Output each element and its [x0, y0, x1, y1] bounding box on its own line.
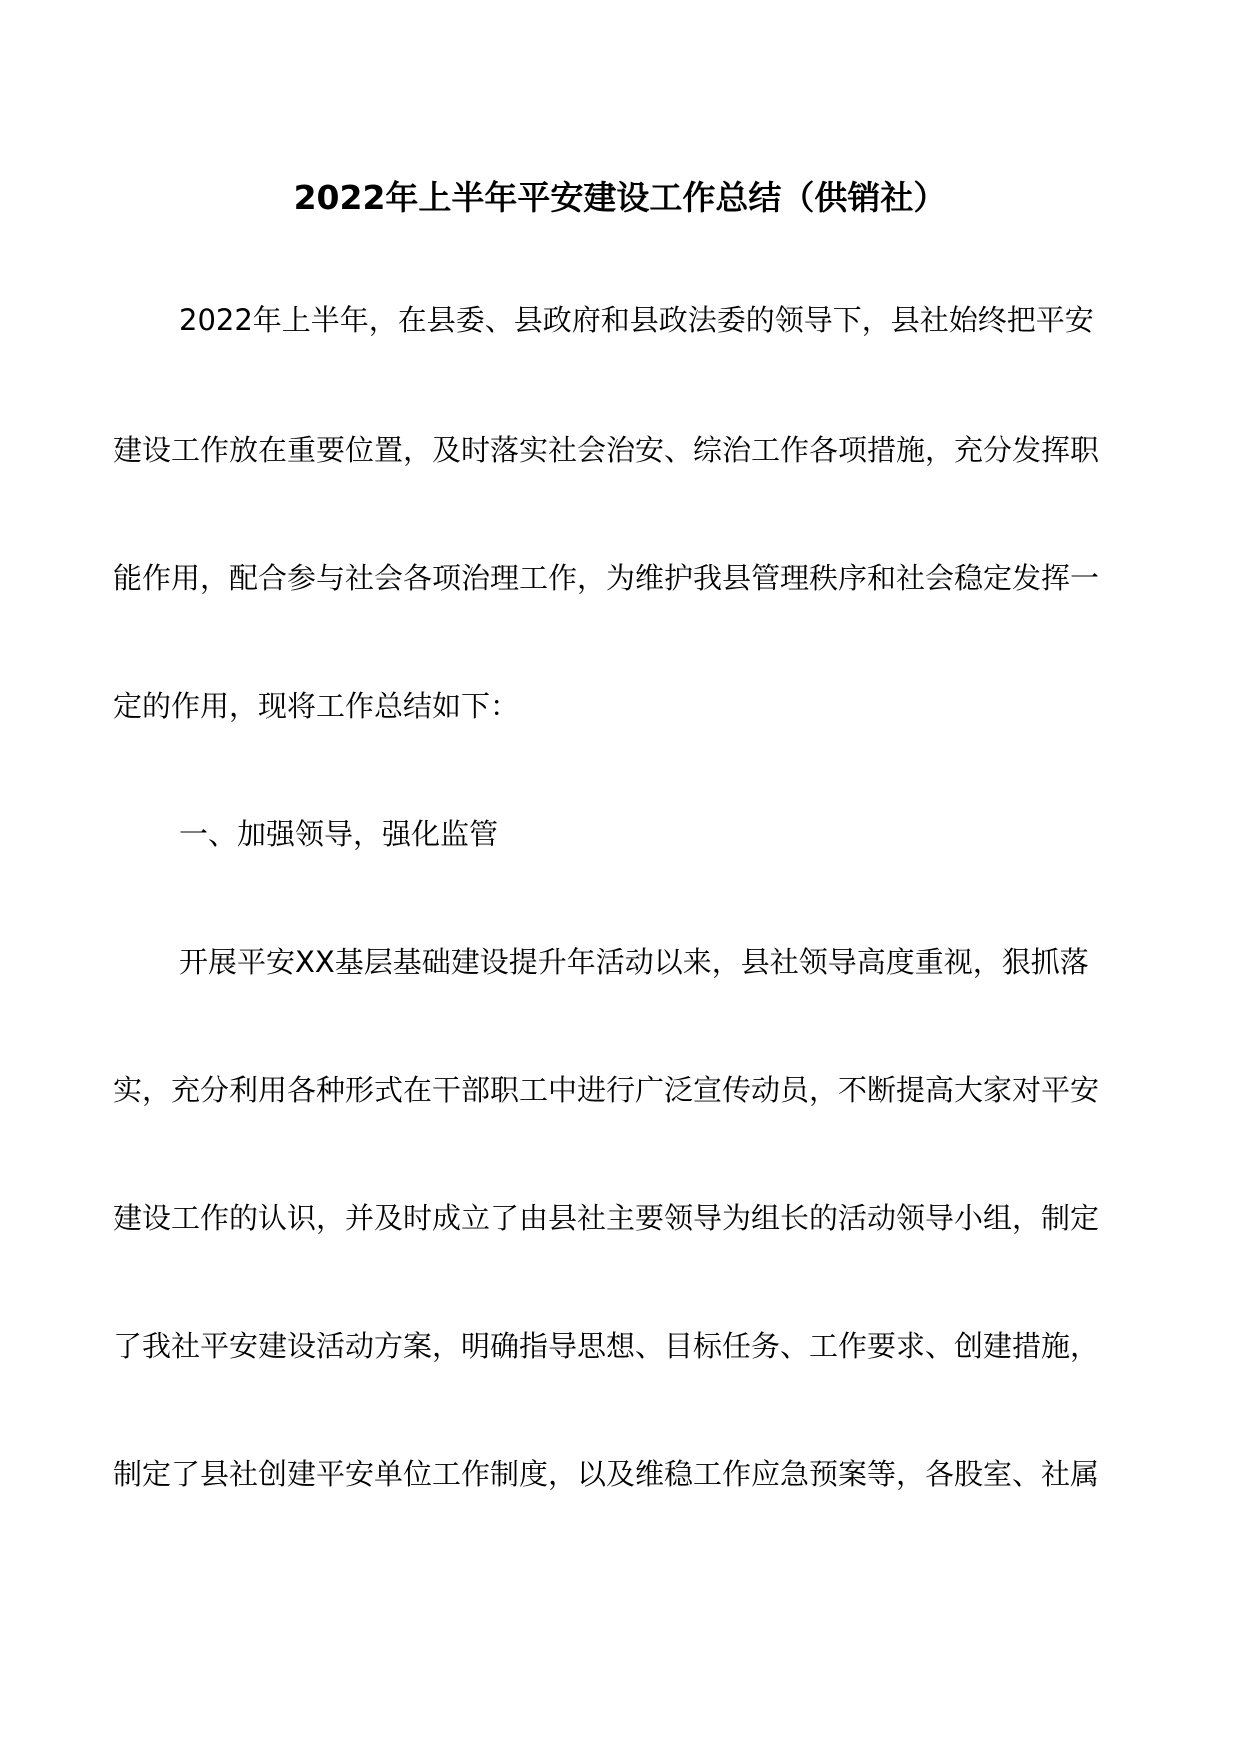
paragraph-line: 建设工作的认识，并及时成立了由县社主要领导为组长的活动领导小组，制定 [113, 1201, 1100, 1235]
paragraph-line: 制定了县社创建平安单位工作制度，以及维稳工作应急预案等，各股室、社属 [113, 1457, 1100, 1491]
paragraph-line: 开展平安XX基层基础建设提升年活动以来，县社领导高度重视，狠抓落 [179, 945, 1089, 979]
paragraph-line: 2022年上半年，在县委、县政府和县政法委的领导下，县社始终把平安 [179, 303, 1094, 337]
paragraph-line: 实，充分利用各种形式在干部职工中进行广泛宣传动员，不断提高大家对平安 [113, 1073, 1100, 1107]
document-title: 2022年上半年平安建设工作总结（供销社） [293, 178, 947, 217]
paragraph-line: 了我社平安建设活动方案，明确指导思想、目标任务、工作要求、创建措施， [113, 1329, 1100, 1363]
paragraph-line: 能作用，配合参与社会各项治理工作，为维护我县管理秩序和社会稳定发挥一 [113, 561, 1100, 595]
section-heading: 一、加强领导，强化监管 [179, 817, 499, 851]
paragraph-line: 定的作用，现将工作总结如下： [113, 689, 520, 723]
paragraph-line: 建设工作放在重要位置，及时落实社会治安、综治工作各项措施，充分发挥职 [113, 433, 1100, 467]
